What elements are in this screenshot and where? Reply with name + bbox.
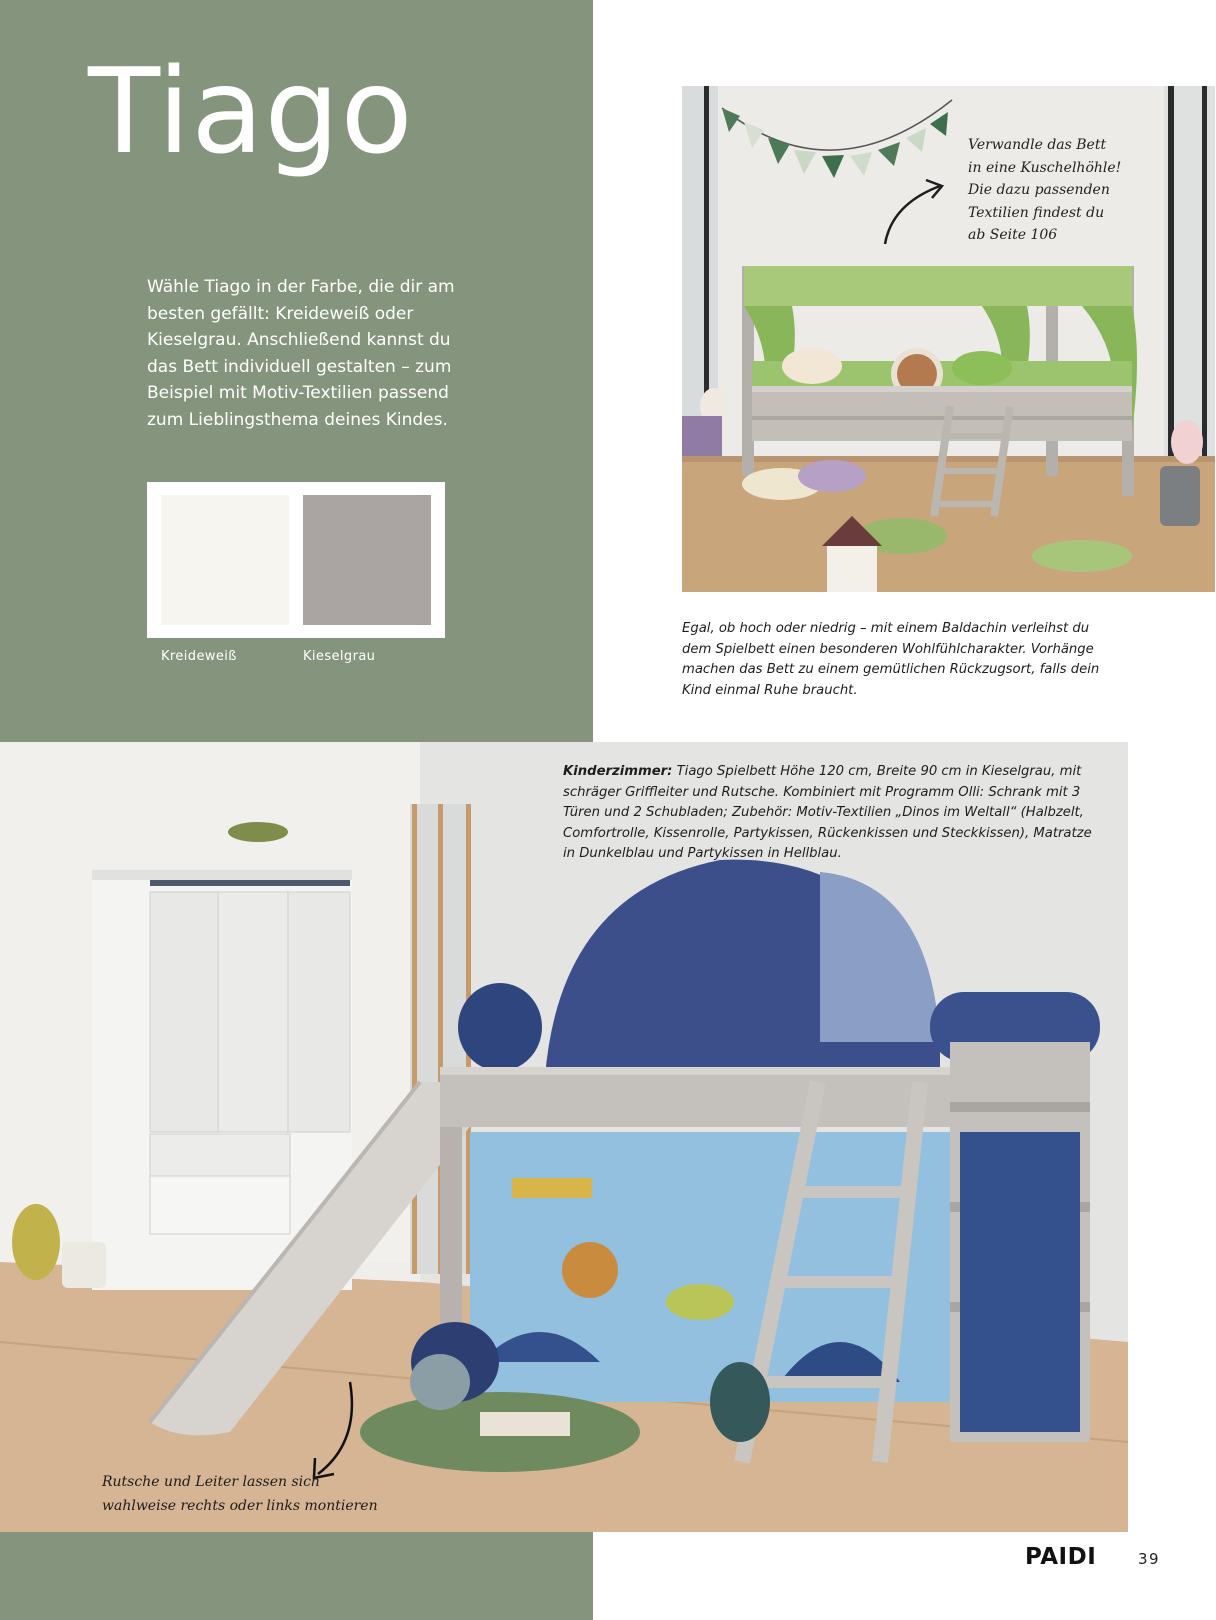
green-footer-panel: [0, 1532, 593, 1620]
swatch-kreideweiss: [161, 495, 289, 625]
swatch-kieselgrau: [303, 495, 431, 625]
caption-label: Kinderzimmer:: [563, 764, 673, 779]
caption-text: Tiago Spielbett Höhe 120 cm, Breite 90 cm in Kieselgrau, mit schräger Griffleiter und Rutsche. Kombiniert mit Programm Olli: Schrank mit 3 Türen und 2 Schubladen; Zubehör: Motiv-Textilien „Dinos im Weltall“ (Halbzelt, Comfortrolle, Kissenrolle, Partykissen, Rückenkissen und Steckkissen), Matratze in Dunkelblau und Partykissen in Hellblau.: [563, 764, 1092, 862]
handwritten-note-canopy: Verwandle das Bett in eine Kuschelhöhle! Die dazu passenden Textilien findest du ab Seite 106: [968, 137, 1122, 243]
handwritten-note-slide: Rutsche und Leiter lassen sich wahlweise rechts oder links montieren: [102, 1474, 378, 1514]
color-swatch-card: [147, 482, 445, 638]
page-number: 39: [1138, 1550, 1161, 1568]
intro-paragraph: Wähle Tiago in der Farbe, die dir am besten gefällt: Kreideweiß oder Kieselgrau. Anschließend kannst du das Bett individuell gestalten – zum Beispiel mit Motiv-Textilien passend zum Lieblingsthema deines Kindes.: [147, 277, 455, 430]
brand-logo: PAIDI: [1025, 1544, 1097, 1570]
canopy-caption: Egal, ob hoch oder niedrig – mit einem Baldachin verleihst du dem Spielbett einen besonderen Wohlfühlcharakter. Vorhänge machen das Bett zu einem gemütlichen Rückzugsort, falls dein Kind einmal Ruhe braucht.: [682, 621, 1100, 698]
page-title: Tiago: [88, 42, 414, 180]
loft-bed-caption: [563, 762, 1103, 865]
swatch-label-kreideweiss: Kreideweiß: [161, 649, 237, 664]
swatch-label-kieselgrau: Kieselgrau: [303, 649, 376, 664]
